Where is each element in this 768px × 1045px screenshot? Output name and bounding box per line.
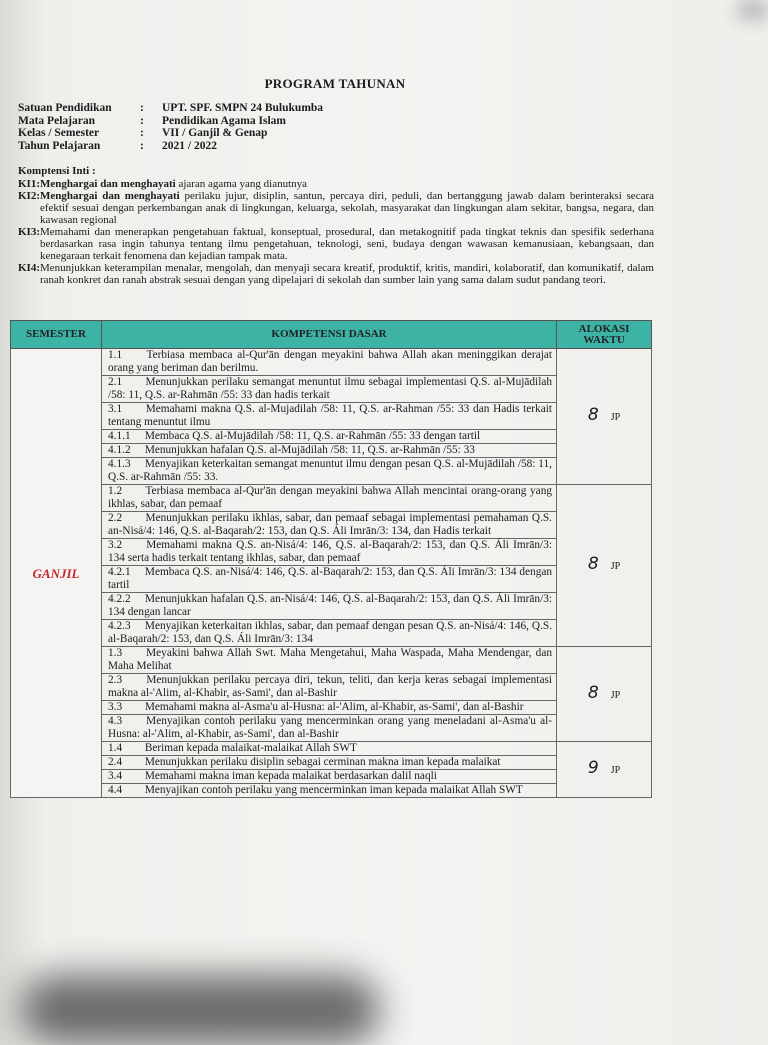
ki-label: KI4: xyxy=(18,262,40,274)
identity-block xyxy=(18,102,323,152)
identity-key: Kelas / Semester xyxy=(18,127,100,139)
kd-cell xyxy=(102,756,557,770)
identity-colon: : xyxy=(140,127,144,139)
table-row xyxy=(11,485,652,512)
kd-number: 1.1 xyxy=(108,349,123,361)
table-row xyxy=(11,376,652,403)
identity-key: Satuan Pendidikan xyxy=(18,102,112,114)
kd-text: Membaca Q.S. an-Nisá/4: 146, Q.S. al-Baqarah/2: 153, dan Q.S. Áli Imrān/3: 134 dengan tartil xyxy=(108,566,552,591)
ki-text xyxy=(40,226,654,262)
kd-text: Membaca Q.S. al-Mujādilah /58: 11, Q.S. ar-Rahmān /55: 33 dengan tartil xyxy=(144,430,481,442)
kd-number: 4.1.2 xyxy=(108,444,131,456)
identity-colon: : xyxy=(140,139,144,152)
kd-number: 4.2.2 xyxy=(108,593,131,605)
identity-row xyxy=(18,140,323,153)
kd-cell xyxy=(102,715,557,742)
ki-item xyxy=(18,190,654,226)
kd-number: 4.4 xyxy=(108,784,123,796)
kd-cell xyxy=(102,701,557,715)
alokasi-unit: JP xyxy=(610,561,621,572)
identity-value: 2021 / 2022 xyxy=(162,139,217,152)
alokasi-value: 9 xyxy=(587,758,599,778)
alokasi-cell xyxy=(557,742,652,798)
table-row xyxy=(11,784,652,798)
table-row xyxy=(11,444,652,458)
alokasi-cell xyxy=(557,647,652,742)
kd-number: 3.1 xyxy=(108,403,123,415)
header-kd: KOMPETENSI DASAR xyxy=(102,321,557,349)
kd-cell xyxy=(102,784,557,798)
kd-cell xyxy=(102,566,557,593)
semester-cell: GANJIL xyxy=(11,349,102,798)
kd-cell xyxy=(102,349,557,376)
ki-body: Menunjukkan keterampilan menalar, mengolah, dan menyaji secara kreatif, produktif, kritis, mandiri, kolaboratif, dan komunikatif, dalam ranah konkret dan ranah abstrak sesuai dengan yang dipelajari di sekolah dan sumber lain yang sama dalam sudut pandang teori. xyxy=(40,262,654,286)
alokasi-cell xyxy=(557,485,652,647)
identity-colon: : xyxy=(140,114,144,127)
ki-text xyxy=(40,190,654,226)
kd-text: Memahami makna al-Asma'u al-Husna: al-'Alim, al-Khabir, as-Sami', dan al-Bashir xyxy=(144,701,524,713)
kd-number: 2.2 xyxy=(108,512,123,524)
kd-number: 2.4 xyxy=(108,756,123,768)
alokasi-unit: JP xyxy=(610,412,621,423)
table-row xyxy=(11,430,652,444)
identity-row xyxy=(18,115,323,128)
kd-number: 1.2 xyxy=(108,485,123,497)
kd-cell xyxy=(102,593,557,620)
kd-number: 4.3 xyxy=(108,715,123,727)
kd-cell xyxy=(102,512,557,539)
table-row xyxy=(11,715,652,742)
table-row xyxy=(11,458,652,485)
table-row xyxy=(11,512,652,539)
ki-text xyxy=(40,262,654,286)
alokasi-unit: JP xyxy=(610,689,621,701)
kd-text: Menyajikan keterkaitan ikhlas, sabar, dan pemaaf dengan pesan Q.S. an-Nisá/4: 146, Q.S. al-Baqarah/2: 153, dan Q.S. Áli Imrān/3: 134 xyxy=(108,620,553,645)
kd-text: Memahami makna Q.S. an-Nisá/4: 146, Q.S. al-Baqarah/2: 153, dan Q.S. Áli Imrān/3: 134 serta hadis terkait tentang ikhlas, sabar, dan pemaaf xyxy=(108,539,552,564)
kd-text: Menyajikan keterkaitan semangat menuntut ilmu dengan pesan Q.S. al-Mujādilah /58: 11, Q.S. ar-Rahmān /55: 33. xyxy=(108,458,552,483)
kd-cell xyxy=(102,770,557,784)
ki-item xyxy=(18,262,654,286)
kd-text: Terbiasa membaca al-Qur'ān dengan meyakini bahwa Allah akan meninggikan derajat orang yang beriman dan berilmu. xyxy=(108,349,552,374)
table-row xyxy=(11,566,652,593)
table-row xyxy=(11,742,652,756)
kd-number: 4.2.1 xyxy=(108,566,131,578)
kd-cell xyxy=(102,539,557,566)
photo-shadow xyxy=(20,975,380,1045)
kd-number: 4.2.3 xyxy=(108,620,131,632)
kd-text: Terbiasa membaca al-Qur'ān dengan meyakini bahwa Allah mencintai orang-orang yang ikhlas, sabar, dan pemaaf xyxy=(108,485,552,510)
kd-number: 4.1.1 xyxy=(108,430,131,442)
kd-text: Menunjukkan perilaku ikhlas, sabar, dan pemaaf sebagai implementasi pemahaman Q.S. an-Nisá/4: 146, Q.S. al-Baqarah/2: 153, dan Q.S. Áli Imrān/3: 134, dan Hadis terkait xyxy=(108,512,552,537)
table-row xyxy=(11,647,652,674)
table-row xyxy=(11,701,652,715)
kd-cell xyxy=(102,620,557,647)
page-title: PROGRAM TAHUNAN xyxy=(264,76,406,91)
identity-key: Tahun Pelajaran xyxy=(18,139,101,152)
ki-label: KI3: xyxy=(18,226,40,238)
ki-label: KI1: xyxy=(18,178,40,190)
ki-heading: Komptensi Inti : xyxy=(18,165,96,177)
kd-text: Menunjukkan hafalan Q.S. al-Mujādilah /58: 11, Q.S. ar-Rahmān /55: 33 xyxy=(144,444,475,456)
alokasi-value: 8 xyxy=(587,682,599,703)
kd-text: Menunjukkan perilaku disiplin sebagai cerminan makna iman kepada malaikat xyxy=(144,756,501,768)
identity-value: Pendidikan Agama Islam xyxy=(162,114,286,127)
kd-text: Memahami makna Q.S. al-Mujadilah /58: 11, Q.S. ar-Rahman /55: 33 dan Hadis terkait tentang menuntut ilmu xyxy=(108,403,552,428)
kd-cell xyxy=(102,430,557,444)
alokasi-value: 8 xyxy=(587,554,599,574)
ki-body: perilaku jujur, disiplin, santun, percaya diri, peduli, dan bertanggung jawab dalam berinteraksi secara efektif sesuai dengan perkembangan anak di lingkungan, keluarga, sekolah, masyarakat dan lingkungan alam sekitar, bangsa, negara, dan kawasan regional xyxy=(40,190,654,226)
kd-number: 2.3 xyxy=(108,674,123,686)
identity-colon: : xyxy=(140,102,144,114)
kd-cell xyxy=(102,458,557,485)
header-alokasi: ALOKASI WAKTU xyxy=(557,321,652,349)
kd-cell xyxy=(102,403,557,430)
kd-cell xyxy=(102,647,557,674)
ki-item xyxy=(18,226,654,262)
table-row xyxy=(11,539,652,566)
kd-text: Beriman kepada malaikat-malaikat Allah SWT xyxy=(144,742,357,754)
ki-bold: Menghargai dan menghayati xyxy=(40,178,176,190)
kd-text: Menunjukkan perilaku percaya diri, tekun, teliti, dan kerja keras sebagai implementasi makna al-'Alim, al-Khabir, as-Sami', dan al-Bashir xyxy=(108,674,552,699)
kd-table xyxy=(10,320,652,798)
kd-cell xyxy=(102,674,557,701)
kd-cell xyxy=(102,742,557,756)
ki-item xyxy=(18,178,654,190)
identity-value: UPT. SPF. SMPN 24 Bulukumba xyxy=(162,102,324,114)
kd-number: 3.3 xyxy=(108,701,123,713)
alokasi-value: 8 xyxy=(587,405,599,425)
table-row xyxy=(11,756,652,770)
kd-number: 2.1 xyxy=(108,376,123,388)
kd-number: 1.4 xyxy=(108,742,123,754)
identity-key: Mata Pelajaran xyxy=(18,114,95,127)
table-row xyxy=(11,674,652,701)
identity-row xyxy=(18,127,323,140)
ki-bold: Menghargai dan menghayati xyxy=(40,190,180,202)
photo-edge xyxy=(738,0,768,20)
header-semester: SEMESTER xyxy=(11,321,102,349)
kd-text: Menunjukkan hafalan Q.S. an-Nisá/4: 146, Q.S. al-Baqarah/2: 153, dan Q.S. Áli Imrān/3: 134 dengan lancar xyxy=(108,593,553,618)
table-row xyxy=(11,620,652,647)
kd-text: Menyajikan contoh perilaku yang mencerminkan iman kepada malaikat Allah SWT xyxy=(144,784,523,796)
table-row xyxy=(11,770,652,784)
ki-body: ajaran agama yang dianutnya xyxy=(175,178,308,190)
alokasi-cell xyxy=(557,349,652,485)
table-row xyxy=(11,403,652,430)
table-row xyxy=(11,349,652,376)
kd-text: Menunjukkan perilaku semangat menuntut ilmu sebagai implementasi Q.S. al-Mujādilah /58: 11, Q.S. ar-Rahmān /55: 33 dan hadis terkait xyxy=(108,376,552,401)
ki-body: Memahami dan menerapkan pengetahuan faktual, konseptual, prosedural, dan metakognitif pada tingkat teknis dan spesifik sederhana berdasarkan rasa ingin tahunya tentang ilmu pengetahuan, teknologi, seni, budaya dengan wawasan kemanusiaan, kebangsaan, dan kenegaraan terkait fenomena dan kejadian tampak mata. xyxy=(40,226,654,262)
kd-text: Menyajikan contoh perilaku yang mencerminkan orang yang meneladani al-Asma'u al-Husna: al-'Alim, al-Khabir, as-Sami', dan al-Bashir xyxy=(108,715,553,740)
kd-cell xyxy=(102,376,557,403)
kd-cell xyxy=(102,444,557,458)
ki-text xyxy=(40,178,654,190)
kd-number: 1.3 xyxy=(108,647,123,659)
table-row xyxy=(11,593,652,620)
kd-number: 3.4 xyxy=(108,770,123,782)
kd-number: 3.2 xyxy=(108,539,123,551)
kd-number: 4.1.3 xyxy=(108,458,131,470)
kd-text: Memahami makna iman kepada malaikat berdasarkan dalil naqli xyxy=(144,770,437,782)
kompetensi-inti xyxy=(18,165,654,286)
kd-cell xyxy=(102,485,557,512)
ki-label: KI2: xyxy=(18,190,40,202)
identity-value: VII / Ganjil & Genap xyxy=(162,127,268,139)
identity-row xyxy=(18,102,323,115)
kd-text: Meyakini bahwa Allah Swt. Maha Mengetahui, Maha Waspada, Maha Mendengar, dan Maha Melihat xyxy=(108,647,552,672)
alokasi-unit: JP xyxy=(610,765,621,776)
